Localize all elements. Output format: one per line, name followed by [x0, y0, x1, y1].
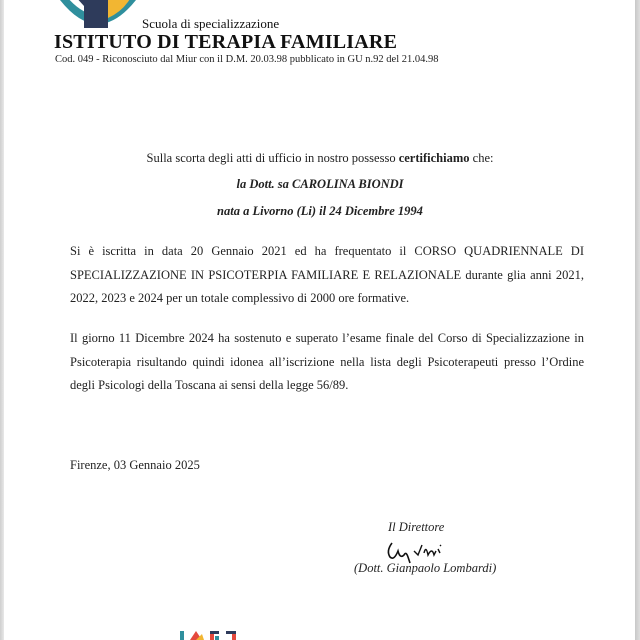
institute-name: ISTITUTO DI TERAPIA FAMILIARE: [54, 31, 398, 53]
accreditation-text: Cod. 049 - Riconosciuto dal Miur con il D.M. 20.03.98 pubblicato in GU n.92 del 21.04.98: [55, 54, 439, 65]
exam-paragraph: Il giorno 11 Dicembre 2024 ha sostenuto e superato l’esame finale del Corso di Specializzazione in Psicoterapia risultando quindi idonea all’iscrizione nella lista degli Psicoterapeuti presso l’Ordine degli Psicologi della Toscana ai sensi della legge 56/89.: [70, 331, 584, 392]
institute-logo-icon: [56, 0, 140, 28]
institute-logo-small-icon: [180, 628, 240, 640]
school-label: Scuola di specializzazione: [142, 16, 280, 31]
place-date: Firenze, 03 Gennaio 2025: [70, 458, 200, 472]
enrollment-paragraph: Si è iscritta in data 20 Gennaio 2021 ed ha frequentato il CORSO QUADRIENNALE DI SPECIALIZZAZIONE IN PSICOTERPIA FAMILIARE E RELAZIONALE durante glia anni 2021, 2022, 2023 e 2024 per un totale complessivo di 2000 ore formative.: [70, 244, 584, 305]
certificate-intro: [0, 151, 640, 166]
director-name: (Dott. Gianpaolo Lombardi): [354, 561, 497, 575]
recipient-name: la Dott. sa CAROLINA BIONDI: [236, 177, 404, 191]
intro-prefix: Sulla scorta degli atti di ufficio in nostro possesso: [146, 151, 399, 165]
page-edge-right: [635, 0, 640, 640]
intro-suffix: che:: [469, 151, 494, 165]
intro-bold: certifichiamo: [398, 151, 470, 165]
director-title: Il Direttore: [388, 520, 445, 534]
certificate-page: [4, 0, 635, 640]
recipient-birth: nata a Livorno (Li) il 24 Dicembre 1994: [217, 204, 423, 218]
